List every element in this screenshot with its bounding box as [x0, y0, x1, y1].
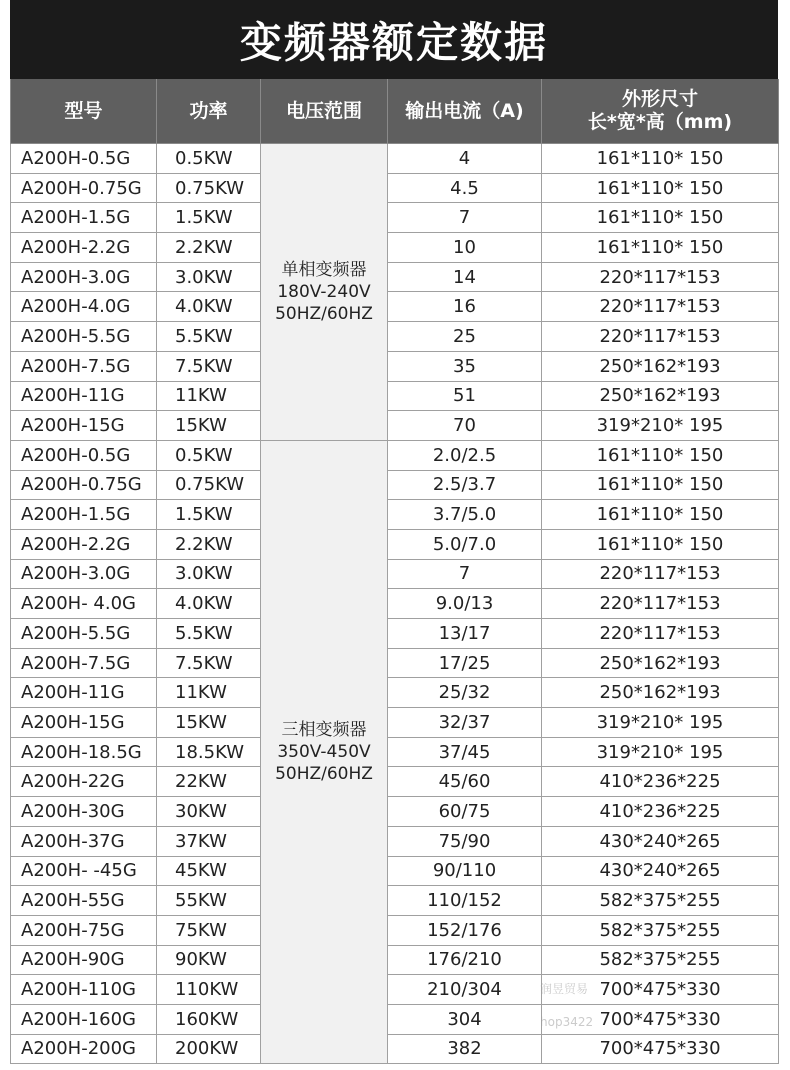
cell-size: 220*117*153 — [542, 322, 779, 352]
cell-current: 32/37 — [388, 708, 542, 738]
table-row — [11, 262, 779, 292]
cell-power: 15KW — [157, 411, 261, 441]
cell-size: 161*110* 150 — [542, 144, 779, 174]
cell-model: A200H-15G — [11, 411, 157, 441]
cell-current: 13/17 — [388, 619, 542, 649]
cell-size: 161*110* 150 — [542, 470, 779, 500]
cell-model: A200H-0.75G — [11, 173, 157, 203]
cell-power: 3.0KW — [157, 559, 261, 589]
header-model: 型号 — [11, 79, 157, 144]
table-row — [11, 173, 779, 203]
cell-size: 161*110* 150 — [542, 529, 779, 559]
cell-size: 700*475*330 — [542, 1004, 779, 1034]
table-row — [11, 619, 779, 649]
page-title: 变频器额定数据 — [239, 17, 548, 67]
cell-power: 75KW — [157, 915, 261, 945]
table-row — [11, 708, 779, 738]
cell-size: 430*240*265 — [542, 856, 779, 886]
table-row — [11, 886, 779, 916]
cell-model: A200H-15G — [11, 708, 157, 738]
cell-power: 90KW — [157, 945, 261, 975]
table-row — [11, 233, 779, 263]
table-row — [11, 945, 779, 975]
cell-voltage-range — [261, 440, 388, 1063]
cell-power: 0.5KW — [157, 440, 261, 470]
cell-current: 4 — [388, 144, 542, 174]
cell-current: 4.5 — [388, 173, 542, 203]
cell-model: A200H-2.2G — [11, 529, 157, 559]
cell-power: 55KW — [157, 886, 261, 916]
table-row — [11, 381, 779, 411]
cell-model: A200H-1.5G — [11, 203, 157, 233]
table-row — [11, 678, 779, 708]
table-body — [11, 144, 779, 1064]
cell-size: 582*375*255 — [542, 945, 779, 975]
cell-power: 37KW — [157, 826, 261, 856]
cell-size: 250*162*193 — [542, 381, 779, 411]
table-row — [11, 559, 779, 589]
cell-model: A200H-0.5G — [11, 144, 157, 174]
table-row — [11, 351, 779, 381]
cell-size: 319*210* 195 — [542, 411, 779, 441]
cell-size: 161*110* 150 — [542, 440, 779, 470]
table-row — [11, 440, 779, 470]
cell-current: 45/60 — [388, 767, 542, 797]
cell-current: 7 — [388, 559, 542, 589]
cell-power: 0.75KW — [157, 470, 261, 500]
cell-power: 18.5KW — [157, 737, 261, 767]
cell-current: 10 — [388, 233, 542, 263]
cell-current: 51 — [388, 381, 542, 411]
cell-size: 161*110* 150 — [542, 173, 779, 203]
cell-model: A200H-3.0G — [11, 559, 157, 589]
table-row — [11, 292, 779, 322]
cell-model: A200H-1.5G — [11, 500, 157, 530]
table-row — [11, 737, 779, 767]
cell-size: 410*236*225 — [542, 797, 779, 827]
header-power: 功率 — [157, 79, 261, 144]
cell-power: 11KW — [157, 381, 261, 411]
cell-model: A200H-11G — [11, 381, 157, 411]
cell-size: 161*110* 150 — [542, 203, 779, 233]
cell-size: 319*210* 195 — [542, 737, 779, 767]
voltage-line: 50HZ/60HZ — [275, 303, 373, 324]
cell-size: 220*117*153 — [542, 292, 779, 322]
table-row — [11, 826, 779, 856]
table-row — [11, 767, 779, 797]
cell-model: A200H-75G — [11, 915, 157, 945]
table-row — [11, 975, 779, 1005]
cell-current: 176/210 — [388, 945, 542, 975]
header-size — [542, 79, 779, 144]
cell-power: 4.0KW — [157, 589, 261, 619]
cell-model: A200H-90G — [11, 945, 157, 975]
cell-power: 1.5KW — [157, 500, 261, 530]
cell-model: A200H-5.5G — [11, 619, 157, 649]
cell-model: A200H-3.0G — [11, 262, 157, 292]
cell-model: A200H-0.75G — [11, 470, 157, 500]
cell-model: A200H-7.5G — [11, 648, 157, 678]
cell-current: 16 — [388, 292, 542, 322]
cell-current: 37/45 — [388, 737, 542, 767]
cell-current: 70 — [388, 411, 542, 441]
cell-current: 75/90 — [388, 826, 542, 856]
cell-model: A200H-55G — [11, 886, 157, 916]
header-row — [11, 79, 779, 144]
cell-model: A200H-30G — [11, 797, 157, 827]
header-size-line1: 外形尺寸 — [621, 88, 698, 111]
cell-size: 430*240*265 — [542, 826, 779, 856]
cell-power: 45KW — [157, 856, 261, 886]
table-row — [11, 915, 779, 945]
cell-current: 304 — [388, 1004, 542, 1034]
cell-power: 5.5KW — [157, 619, 261, 649]
cell-model: A200H-110G — [11, 975, 157, 1005]
cell-size: 250*162*193 — [542, 648, 779, 678]
cell-power: 15KW — [157, 708, 261, 738]
cell-size: 582*375*255 — [542, 886, 779, 916]
table-row — [11, 322, 779, 352]
table-row — [11, 144, 779, 174]
cell-power: 7.5KW — [157, 351, 261, 381]
cell-model: A200H- -45G — [11, 856, 157, 886]
cell-power: 110KW — [157, 975, 261, 1005]
cell-power: 5.5KW — [157, 322, 261, 352]
cell-current: 2.0/2.5 — [388, 440, 542, 470]
cell-model: A200H-18.5G — [11, 737, 157, 767]
cell-current: 14 — [388, 262, 542, 292]
cell-model: A200H-160G — [11, 1004, 157, 1034]
cell-current: 152/176 — [388, 915, 542, 945]
watermark-text: 润昱贸易 — [540, 982, 589, 996]
table-row — [11, 1004, 779, 1034]
cell-current: 9.0/13 — [388, 589, 542, 619]
cell-size: 250*162*193 — [542, 678, 779, 708]
cell-power: 3.0KW — [157, 262, 261, 292]
cell-power: 0.5KW — [157, 144, 261, 174]
cell-current: 7 — [388, 203, 542, 233]
voltage-line: 50HZ/60HZ — [275, 764, 373, 785]
voltage-line: 180V-240V — [277, 281, 371, 302]
header-voltage: 电压范围 — [261, 79, 388, 144]
cell-size: 250*162*193 — [542, 351, 779, 381]
cell-size: 319*210* 195 — [542, 708, 779, 738]
cell-power: 11KW — [157, 678, 261, 708]
table-row — [11, 1034, 779, 1064]
cell-current: 210/304 — [388, 975, 542, 1005]
table-row — [11, 500, 779, 530]
cell-model: A200H-37G — [11, 826, 157, 856]
cell-power: 7.5KW — [157, 648, 261, 678]
voltage-line: 三相变频器 — [281, 719, 367, 740]
header-size-line2: 长*宽*高（mm) — [587, 111, 733, 133]
header-current: 输出电流（A) — [388, 79, 542, 144]
table-header — [11, 79, 779, 144]
voltage-line: 350V-450V — [277, 742, 371, 763]
cell-power: 4.0KW — [157, 292, 261, 322]
table-row — [11, 203, 779, 233]
cell-model: A200H-200G — [11, 1034, 157, 1064]
cell-current: 5.0/7.0 — [388, 529, 542, 559]
cell-size: 220*117*153 — [542, 262, 779, 292]
cell-size: 582*375*255 — [542, 915, 779, 945]
cell-current: 2.5/3.7 — [388, 470, 542, 500]
cell-power: 0.75KW — [157, 173, 261, 203]
cell-size: 220*117*153 — [542, 619, 779, 649]
table-row — [11, 470, 779, 500]
title-bar — [10, 0, 778, 79]
cell-current: 35 — [388, 351, 542, 381]
cell-model: A200H-11G — [11, 678, 157, 708]
cell-power: 1.5KW — [157, 203, 261, 233]
cell-current: 382 — [388, 1034, 542, 1064]
voltage-line: 单相变频器 — [281, 259, 367, 280]
table-row — [11, 797, 779, 827]
cell-size: 410*236*225 — [542, 767, 779, 797]
cell-current: 25/32 — [388, 678, 542, 708]
watermark-text: hop3422 — [540, 1015, 594, 1029]
table-row — [11, 589, 779, 619]
table-row — [11, 529, 779, 559]
cell-power: 30KW — [157, 797, 261, 827]
table-row — [11, 648, 779, 678]
cell-size: 220*117*153 — [542, 589, 779, 619]
cell-size: 700*475*330 — [542, 975, 779, 1005]
cell-power: 160KW — [157, 1004, 261, 1034]
cell-size: 700*475*330 — [542, 1034, 779, 1064]
cell-current: 60/75 — [388, 797, 542, 827]
cell-current: 90/110 — [388, 856, 542, 886]
cell-current: 17/25 — [388, 648, 542, 678]
cell-power: 200KW — [157, 1034, 261, 1064]
table-row — [11, 856, 779, 886]
cell-current: 3.7/5.0 — [388, 500, 542, 530]
cell-power: 22KW — [157, 767, 261, 797]
cell-model: A200H- 4.0G — [11, 589, 157, 619]
cell-size: 161*110* 150 — [542, 233, 779, 263]
cell-size: 220*117*153 — [542, 559, 779, 589]
cell-power: 2.2KW — [157, 233, 261, 263]
cell-model: A200H-0.5G — [11, 440, 157, 470]
cell-model: A200H-4.0G — [11, 292, 157, 322]
rating-table — [10, 79, 779, 1064]
cell-power: 2.2KW — [157, 529, 261, 559]
cell-current: 110/152 — [388, 886, 542, 916]
cell-model: A200H-22G — [11, 767, 157, 797]
cell-voltage-range — [261, 144, 388, 441]
cell-model: A200H-2.2G — [11, 233, 157, 263]
table-row — [11, 411, 779, 441]
cell-current: 25 — [388, 322, 542, 352]
cell-size: 161*110* 150 — [542, 500, 779, 530]
cell-model: A200H-7.5G — [11, 351, 157, 381]
cell-model: A200H-5.5G — [11, 322, 157, 352]
